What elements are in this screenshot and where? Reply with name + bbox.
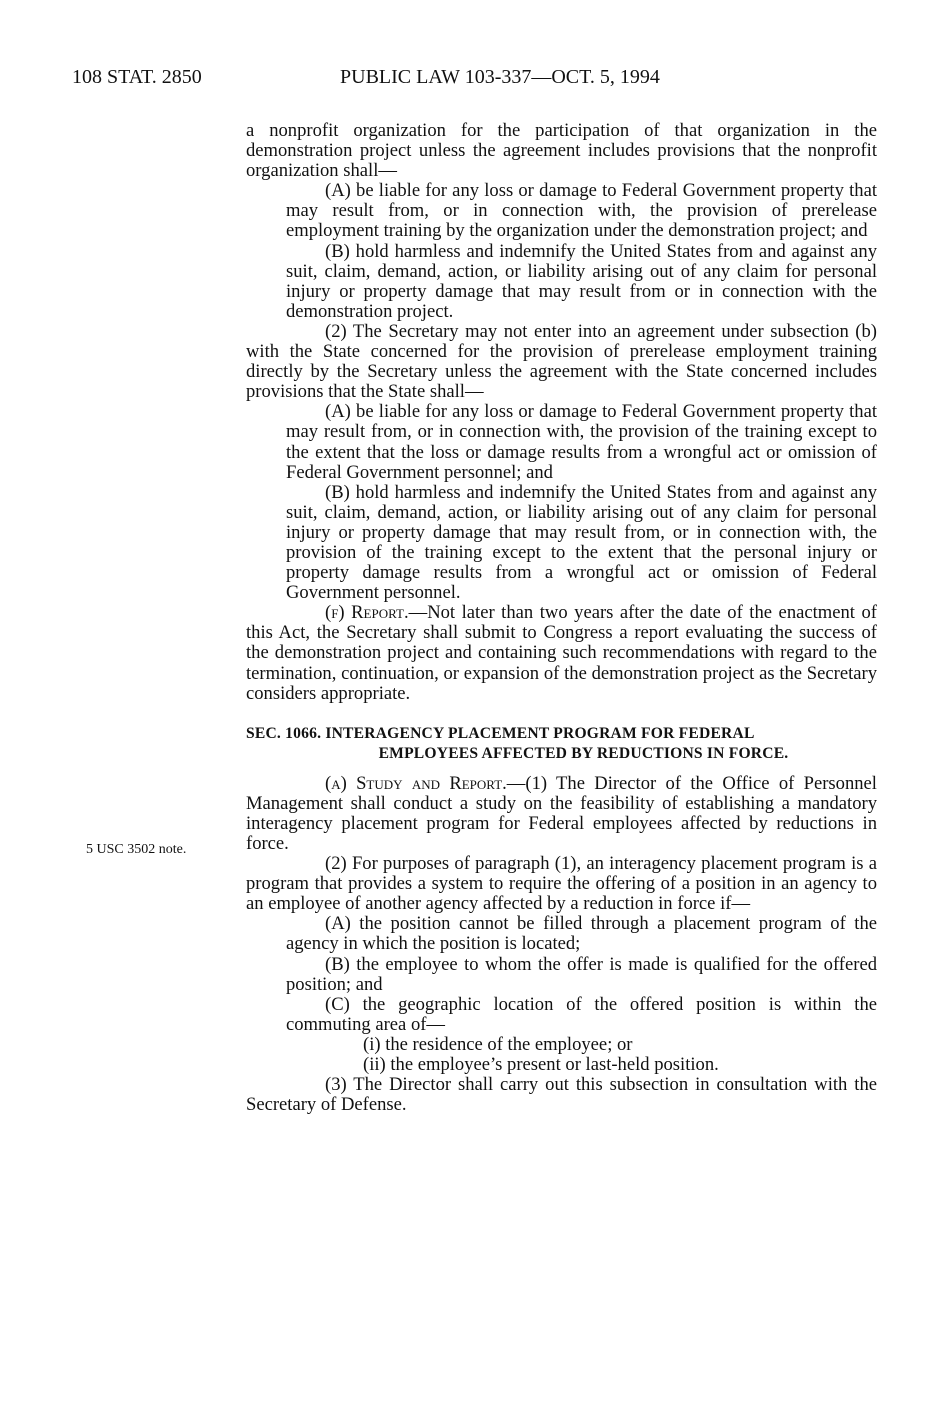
- subclause-i-residence: (i) the residence of the employee; or: [363, 1033, 633, 1055]
- section-spacer: [246, 704, 877, 724]
- subsection-a-label: (a) Study and Report.: [325, 772, 507, 794]
- paragraph-2-definition: (2) For purposes of paragraph (1), an interagency placement program is a program that provides a system to require the offering of a position in an agency to an employee of another agency affected by a reduction in force if—: [246, 853, 877, 915]
- subclause-ii-position: (ii) the employee’s present or last-held position.: [363, 1054, 719, 1076]
- subsection-f-label: (f) Report.: [325, 602, 409, 624]
- paragraph-2-state-agreement: (2) The Secretary may not enter into an agreement under subsection (b) with the State concerned for the provision of prerelease employment training directly by the Secretary unless the agreement with the State concerned includes provisions that the State shall—: [246, 320, 877, 403]
- statute-page-number: 108 STAT. 2850: [72, 66, 202, 88]
- clause-a-state-liability: (A) be liable for any loss or damage to Federal Government property that may result from, or in connection with, the provision of the training except to the extent that the loss or damage results from a wrongful act or omission of Federal Government personnel; and: [286, 401, 877, 483]
- clause-b-indemnify: (B) hold harmless and indemnify the United States from and against any suit, claim, demand, action, or liability arising out of any claim for personal injury or property damage that may result from or in connection with the demonstration project.: [286, 240, 877, 322]
- clause-c-geographic: (C) the geographic location of the offered position is within the commuting area of—: [286, 993, 877, 1035]
- section-heading-line-2: EMPLOYEES AFFECTED BY REDUCTIONS IN FORCE.: [378, 744, 789, 762]
- subsection-a-study: [246, 774, 877, 854]
- public-law-title: PUBLIC LAW 103-337—OCT. 5, 1994: [340, 66, 660, 88]
- clause-b-state-indemnify: (B) hold harmless and indemnify the United States from and against any suit, claim, demand, action, or liability arising out of any claim for personal injury or property damage that may result from, or in connection with, the provision of the training except to the extent that the personal injury or property damage results from a wrongful act or omission of Federal Government personnel.: [286, 481, 877, 604]
- section-heading-line-1: SEC. 1066. INTERAGENCY PLACEMENT PROGRAM FOR FEDERAL: [246, 724, 755, 742]
- subsection-a-text: —(1) The Director of the Office of Personnel Management shall conduct a study on the feasibility of establishing a mandatory interagency placement program for Federal employees affected by reductions in force.: [246, 772, 877, 854]
- page-body: [246, 121, 877, 1115]
- clause-a-position: (A) the position cannot be filled through a placement program of the agency in which the position is located;: [286, 913, 877, 955]
- subsection-f-text: —Not later than two years after the date of the enactment of this Act, the Secretary shall submit to Congress a report evaluating the success of the demonstration project and containing such recommendations with regard to the termination, continuation, or expansion of the demonstration project as the Secretary considers appropriate.: [246, 602, 877, 704]
- page-header: [72, 66, 872, 94]
- clause-b-qualified: (B) the employee to whom the offer is made is qualified for the offered position; and: [286, 953, 877, 995]
- subsection-f-report: [246, 603, 877, 703]
- section-1066-heading: [246, 724, 877, 764]
- clause-a-liability: (A) be liable for any loss or damage to Federal Government property that may result from, or in connection with, the provision of prerelease employment training by the organization under the demonstration project; and: [286, 180, 877, 242]
- usc-margin-note: 5 USC 3502 note.: [86, 842, 187, 857]
- paragraph-3-consultation: (3) The Director shall carry out this subsection in consultation with the Secretary of Defense.: [246, 1074, 877, 1116]
- continuation-paragraph: a nonprofit organization for the participation of that organization in the demonstration project unless the agreement includes provisions that the nonprofit organization shall—: [246, 120, 877, 182]
